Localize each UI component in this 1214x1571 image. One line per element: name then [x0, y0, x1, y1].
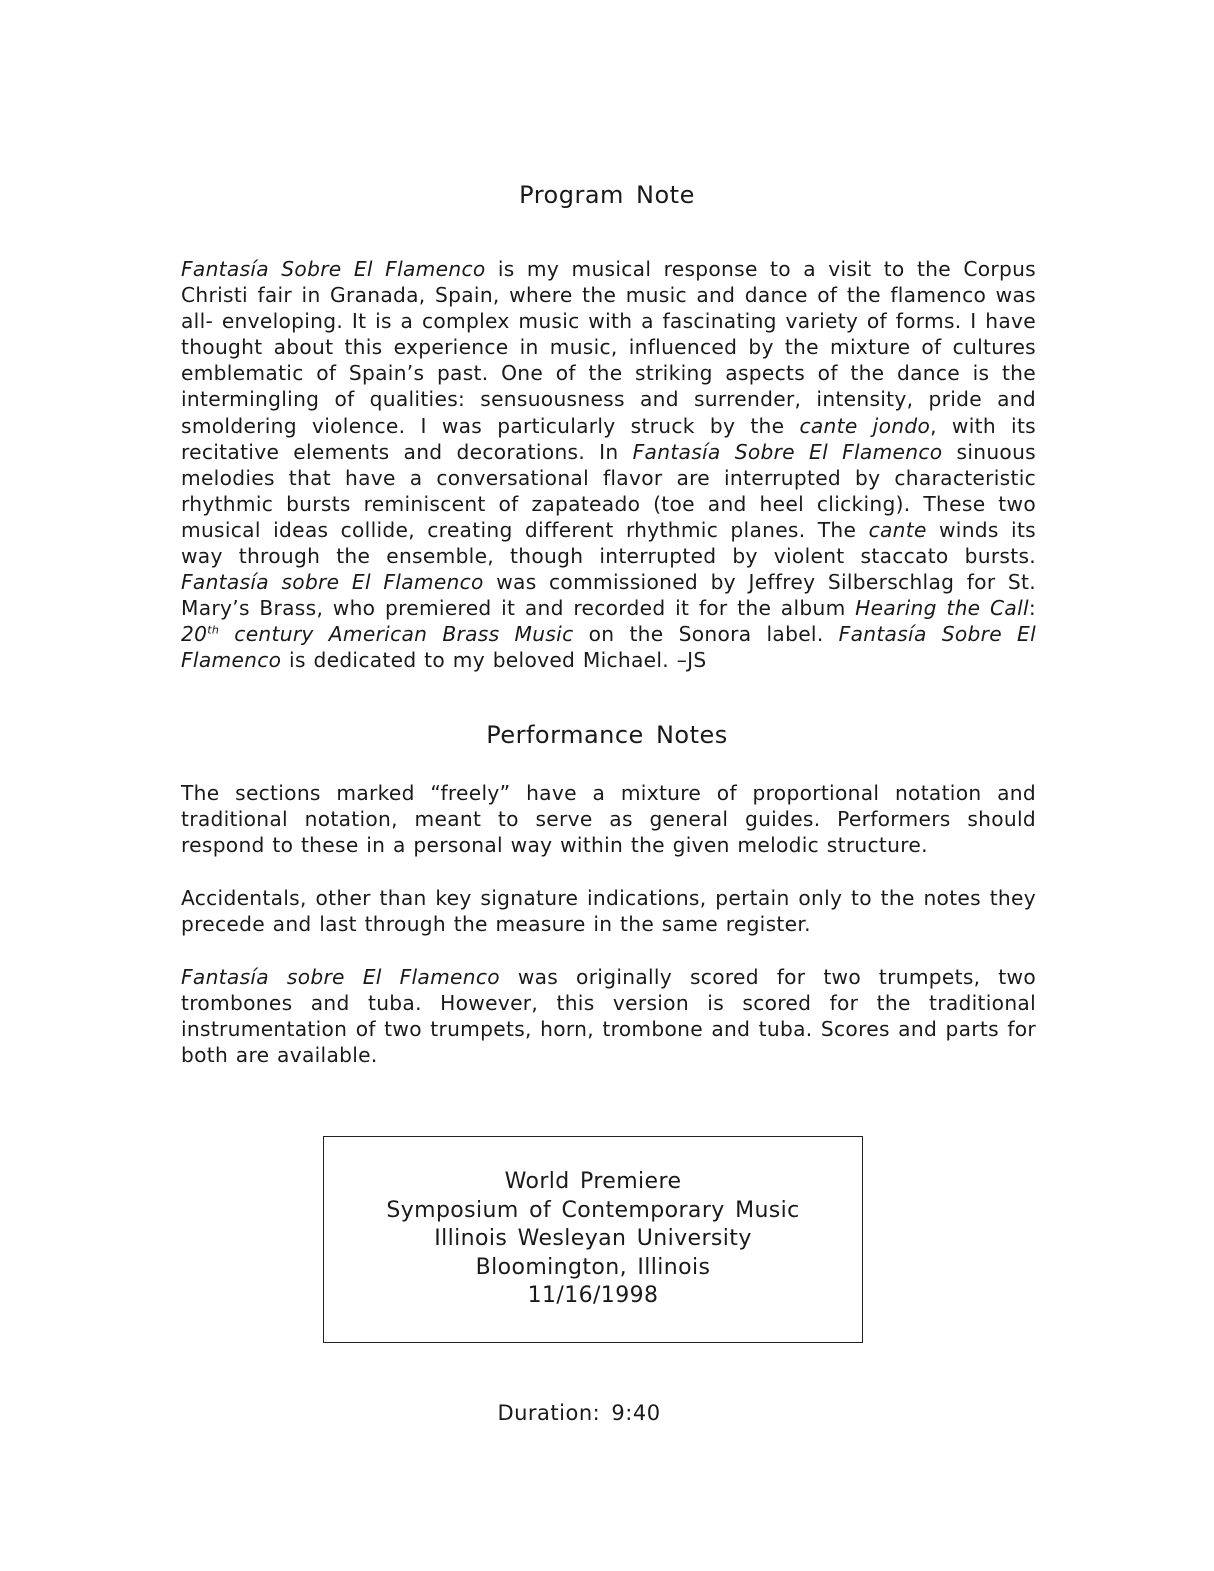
work-title-italic: Fantasía Sobre El Flamenco — [181, 622, 1037, 673]
world-premiere-box — [323, 1136, 863, 1343]
work-title-italic: Fantasía sobre El Flamenco — [181, 570, 484, 595]
duration-label: Duration: 9:40 — [497, 1401, 661, 1425]
text-run: sinuous melodies that have a conversational flavor are interrupted by characteristic rhythmic bursts reminiscent of zapateado (toe and heel clicking). These two musical ideas collide, creating different rhythmic planes. The — [181, 439, 1036, 542]
premiere-details — [324, 1168, 862, 1311]
performance-notes-paragraph-3 — [181, 964, 1036, 1068]
work-title-italic: Fantasía Sobre El Flamenco — [632, 439, 943, 464]
text-run: was originally scored for two trumpets, two trombones and tuba. However, this version is scored for the traditional instrumentation of two trumpets, horn, trombone and tuba. Scores and parts for both are available. — [181, 965, 1036, 1068]
program-note-paragraph — [181, 256, 1036, 674]
performance-notes-paragraph-2: Accidentals, other than key signature indications, pertain only to the notes they precede and last through the measure in the same register. — [181, 886, 1036, 937]
premiere-venue: Illinois Wesleyan University — [434, 1226, 752, 1252]
premiere-location: Bloomington, Illinois — [475, 1254, 711, 1280]
album-title-italic: century American Brass Music — [219, 622, 574, 647]
premiere-date: 11/16/1998 — [527, 1283, 659, 1309]
work-title-italic: Fantasía Sobre El Flamenco — [181, 257, 486, 281]
text-run: on the Sonora label. — [573, 622, 839, 647]
text-run: : — [1028, 596, 1037, 621]
premiere-event: Symposium of Contemporary Music — [386, 1197, 800, 1223]
performance-notes-heading: Performance Notes — [486, 721, 728, 749]
text-run: is dedicated to my beloved Michael. –JS — [281, 648, 707, 673]
text-run: winds its way through the ensemble, though interrupted by violent staccato bursts. — [181, 517, 1036, 569]
album-title-italic: 20 — [181, 622, 208, 647]
work-title-italic: Fantasía sobre El Flamenco — [181, 965, 500, 989]
album-title-italic: Hearing the Call — [855, 596, 1029, 621]
premiere-title: World Premiere — [504, 1169, 682, 1194]
text-run: was commissioned by Jeffrey Silberschlag for St. Mary’s Brass, who premiered it and recorded it for the album — [181, 570, 1036, 621]
ordinal-superscript: th — [207, 623, 220, 637]
term-italic: cante — [868, 517, 927, 542]
text-run: is my musical response to a visit to the Corpus Christi fair in Granada, Spain, where the music and dance of the flamenco was all- enveloping. It is a complex music with a fascinating variety of forms. I have thought about this experience in music, influenced by the mixture of cultures emblematic of Spain’s past. One of the striking aspects of the dance is the intermingling of qualities: sensuousness and surrender, intensity, pride and smoldering violence. I was particularly struck by the — [181, 257, 1036, 438]
performance-notes-paragraph-1: The sections marked “freely” have a mixture of proportional notation and traditional notation, meant to serve as general guides. Performers should respond to these in a personal way within the given melodic structure. — [181, 781, 1036, 858]
text-run: , with its recitative elements and decorations. In — [181, 413, 1036, 464]
program-note-heading: Program Note — [519, 181, 695, 209]
term-italic: cante jondo — [799, 413, 931, 438]
